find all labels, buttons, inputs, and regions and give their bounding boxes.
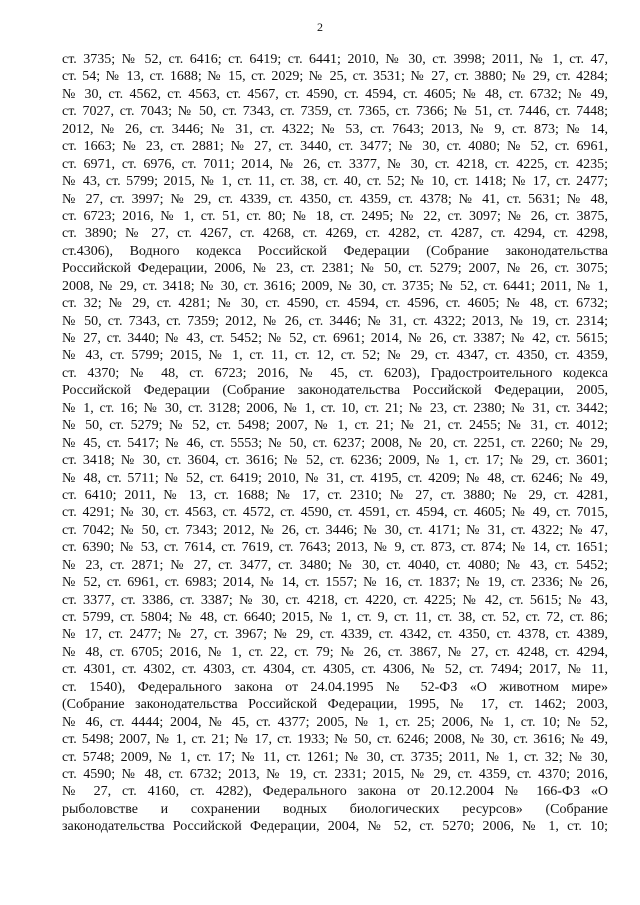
text-line: ст. 7027, ст. 7043; № 50, ст. 7343, ст. 7359, ст. 7365, ст. 7366; № 51, ст. 7446, ст. 7448; [62,104,608,120]
text-line: ст. 3735; № 52, ст. 6416; ст. 6419; ст. 6441; 2010, № 30, ст. 3998; 2011, № 1, ст. 47, [62,52,608,67]
text-line: ст. 4291; № 30, ст. 4563, ст. 4572, ст. 4590, ст. 4591, ст. 4594, ст. 4605; № 49, ст. 7015, [62,505,608,521]
text-line: Российской Федерации, 2006, № 23, ст. 2381; № 50, ст. 5279; 2007, № 26, ст. 3075; [62,261,608,277]
text-line: ст. 4590; № 48, ст. 6732; 2013, № 19, ст. 2331; 2015, № 29, ст. 4359, ст. 4370; 2016, [62,766,608,782]
text-line: № 48, ст. 6705; 2016, № 1, ст. 22, ст. 79; № 26, ст. 3867, № 27, ст. 4248, ст. 4294, [62,644,608,660]
text-line: № 48, ст. 5711; № 52, ст. 6419; 2010, № 31, ст. 4195, ст. 4209; № 48, ст. 6246; № 49, [62,470,608,486]
text-line: ст. 4370; № 48, ст. 6723; 2016, № 45, ст. 6203), Градостроительного кодекса [62,365,608,381]
text-line: ст. 7042; № 50, ст. 7343; 2012, № 26, ст. 3446; № 30, ст. 4171; № 31, ст. 4322; № 47, [62,522,608,538]
text-line: № 46, ст. 4444; 2004, № 45, ст. 4377; 2005, № 1, ст. 25; 2006, № 1, ст. 10; № 52, [62,714,608,730]
text-line: ст.4306), Водного кодекса Российской Федерации (Собрание законодательства [62,243,608,259]
text-line: ст. 3377, ст. 3386, ст. 3387; № 30, ст. 4218, ст. 4220, ст. 4225; № 42, ст. 5615; № 43, [62,592,608,608]
text-line: № 52, ст. 6961, ст. 6983; 2014, № 14, ст. 1557; № 16, ст. 1837; № 19, ст. 2336; № 26, [62,575,608,591]
text-line: ст. 6410; 2011, № 13, ст. 1688; № 17, ст. 2310; № 27, ст. 3880; № 29, ст. 4281, [62,487,608,503]
text-line: ст. 5498; 2007, № 1, ст. 21; № 17, ст. 1933; № 50, ст. 6246; 2008, № 30, ст. 3616; № 49, [62,732,608,748]
text-line: № 27, ст. 4160, ст. 4282), Федерального закона от 20.12.2004 № 166-ФЗ «О [62,784,608,800]
text-line: ст. 4301, ст. 4302, ст. 4303, ст. 4304, ст. 4305, ст. 4306, № 52, ст. 7494; 2017, № 11, [62,662,608,678]
text-line: № 43, ст. 5799; 2015, № 1, ст. 11, ст. 38, ст. 40, ст. 52; № 10, ст. 1418; № 17, ст. 2477; [62,174,608,190]
text-line: № 23, ст. 2871; № 27, ст. 3477, ст. 3480; № 30, ст. 4040, ст. 4080; № 43, ст. 5452; [62,557,608,573]
page-number: 2 [317,20,323,34]
text-line: № 27, ст. 3997; № 29, ст. 4339, ст. 4350, ст. 4359, ст. 4378; № 41, ст. 5631; № 48, [62,191,608,207]
text-line: № 17, ст. 2477; № 27, ст. 3967; № 29, ст. 4339, ст. 4342, ст. 4350, ст. 4378, ст. 4389, [62,627,608,643]
text-line: законодательства Российской Федерации, 2004, № 52, ст. 5270; 2006, № 1, ст. 10; [62,819,608,835]
text-line: ст. 6390; № 53, ст. 7614, ст. 7619, ст. 7643; 2013, № 9, ст. 873, ст. 874; № 14, ст. 1651; [62,540,608,556]
text-line: ст. 6971, ст. 6976, ст. 7011; 2014, № 26, ст. 3377, № 30, ст. 4218, ст. 4225, ст. 4235; [62,156,608,172]
text-line: № 43, ст. 5799; 2015, № 1, ст. 11, ст. 12, ст. 52; № 29, ст. 4347, ст. 4350, ст. 4359, [62,348,608,364]
text-line: ст. 3418; № 30, ст. 3604, ст. 3616; № 52, ст. 6236; 2009, № 1, ст. 17; № 29, ст. 3601; [62,453,608,469]
text-line: Российской Федерации (Собрание законодательства Российской Федерации, 2005, [62,383,608,399]
text-line: № 1, ст. 16; № 30, ст. 3128; 2006, № 1, ст. 10, ст. 21; № 23, ст. 2380; № 31, ст. 3442; [62,400,608,416]
text-line: ст. 1663; № 23, ст. 2881; № 27, ст. 3440, ст. 3477; № 30, ст. 4080; № 52, ст. 6961, [62,139,608,155]
text-line: ст. 5748; 2009, № 1, ст. 17; № 11, ст. 1261; № 30, ст. 3735; 2011, № 1, ст. 32; № 30, [62,749,608,765]
document-body [62,51,608,836]
text-line: № 50, ст. 5279; № 52, ст. 5498; 2007, № 1, ст. 21; № 21, ст. 2455; № 31, ст. 4012; [62,418,608,434]
text-line: ст. 6723; 2016, № 1, ст. 51, ст. 80; № 18, ст. 2495; № 22, ст. 3097; № 26, ст. 3875, [62,208,608,224]
text-line: рыболовстве и сохранении водных биологических ресурсов» (Собрание [62,801,608,817]
text-line: ст. 54; № 13, ст. 1688; № 15, ст. 2029; № 25, ст. 3531; № 27, ст. 3880; № 29, ст. 4284; [62,69,608,85]
text-line: ст. 5799, ст. 5804; № 48, ст. 6640; 2015, № 1, ст. 9, ст. 11, ст. 38, ст. 52, ст. 72, ст. 86; [62,610,608,625]
text-line: ст. 32; № 29, ст. 4281; № 30, ст. 4590, ст. 4594, ст. 4596, ст. 4605; № 48, ст. 6732; [62,296,608,312]
text-line: 2012, № 26, ст. 3446; № 31, ст. 4322; № 53, ст. 7643; 2013, № 9, ст. 873; № 14, [62,121,608,137]
text-line: № 27, ст. 3440; № 43, ст. 5452; № 52, ст. 6961; 2014, № 26, ст. 3387; № 42, ст. 5615; [62,331,608,346]
text-line: ст. 1540), Федерального закона от 24.04.1995 № 52-ФЗ «О животном мире» [62,679,608,695]
text-line: 2008, № 29, ст. 3418; № 30, ст. 3616; 2009, № 30, ст. 3735; № 52, ст. 6441; 2011, № 1, [62,278,608,294]
text-line: № 45, ст. 5417; № 46, ст. 5553; № 50, ст. 6237; 2008, № 20, ст. 2251, ст. 2260; № 29, [62,435,608,451]
text-line: № 30, ст. 4562, ст. 4563, ст. 4567, ст. 4590, ст. 4594, ст. 4605; № 48, ст. 6732; № 49, [62,86,608,102]
text-line: ст. 3890; № 27, ст. 4267, ст. 4268, ст. 4269, ст. 4282, ст. 4287, ст. 4294, ст. 4298, [62,226,608,242]
text-line: (Собрание законодательства Российской Федерации, 1995, № 17, ст. 1462; 2003, [62,697,608,713]
text-line: № 50, ст. 7343, ст. 7359; 2012, № 26, ст. 3446; № 31, ст. 4322; 2013, № 19, ст. 2314; [62,313,608,329]
